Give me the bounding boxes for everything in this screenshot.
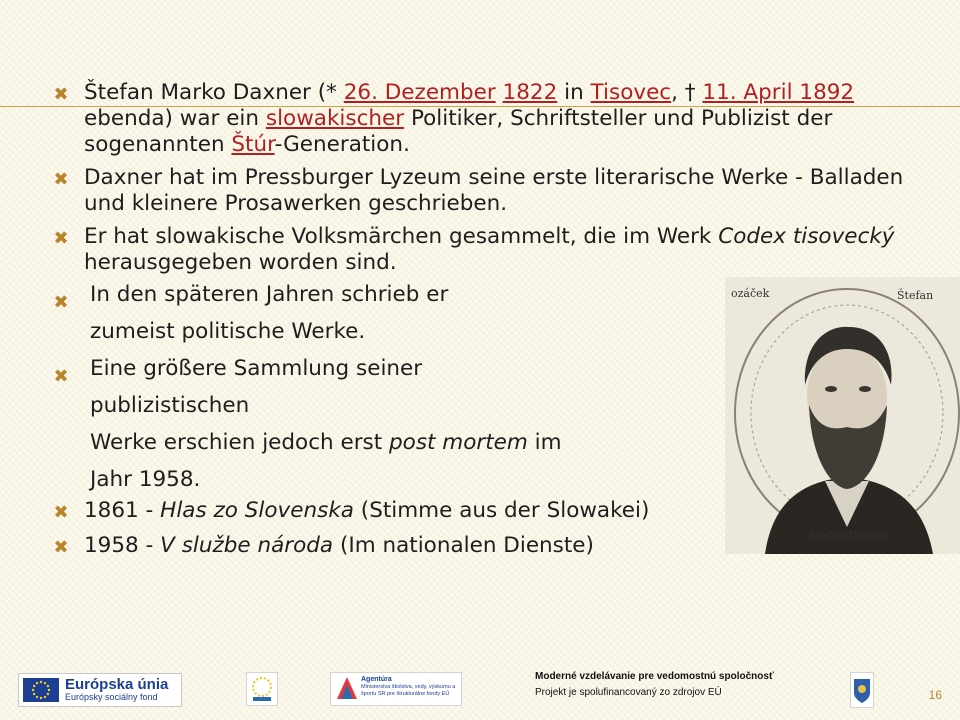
portrait-drawing (725, 277, 960, 554)
post-mortem-term: post mortem (389, 430, 528, 455)
page-number: 16 (928, 688, 942, 702)
bullet-marker-icon: ✖ (53, 366, 69, 387)
work-title: V službe národa (160, 533, 334, 558)
bullet-text: Daxner hat im Pressburger Lyzeum seine erste literarische Werke - Balladen und kleinere Prosawerken geschrieben. (84, 165, 904, 216)
link-stur[interactable]: Štúr (231, 132, 275, 157)
bullet-year: 1958 - (84, 533, 161, 558)
bullet-marker-icon: ✖ (53, 502, 69, 523)
agency-text-block (361, 676, 459, 697)
bullet-text: Jahr 1958. (90, 467, 201, 492)
bullet-marker-icon: ✖ (53, 169, 69, 190)
bullet-marker-icon: ✖ (53, 292, 69, 313)
portrait-top-left-text: ozáček (731, 287, 770, 300)
biography-text: in (557, 80, 591, 105)
esf-stars-icon (247, 673, 277, 705)
portrait-caption: Štefan Daxner. (809, 529, 892, 542)
bullet-text: (Im nationalen Dienste) (333, 533, 594, 558)
bullet-text-part: Werke erschien jedoch erst (90, 430, 390, 455)
work-title: Codex tisovecký (718, 224, 895, 249)
bullet-text (84, 424, 724, 461)
bullet-political-works (48, 276, 724, 350)
biography-text: , † (671, 80, 703, 105)
bullet-text: Er hat slowakische Volksmärchen gesammelt, die im Werk (84, 224, 719, 249)
bullet-text: publizistischen (90, 393, 250, 418)
link-birth-date[interactable]: 26. Dezember (343, 80, 496, 105)
agency-emblem-icon (333, 673, 361, 705)
link-birthplace[interactable]: Tisovec (590, 80, 672, 105)
portrait-top-right-text: Štefan (897, 289, 934, 302)
footer (0, 657, 960, 720)
bullet-lyceum (48, 165, 908, 217)
bullet-text: In den späteren Jahren schrieb er (90, 282, 449, 307)
link-death-date[interactable]: 11. April 1892 (702, 80, 855, 105)
project-title: Moderné vzdelávanie pre vedomostnú spoločnosť (535, 671, 774, 682)
eu-stars-icon (23, 678, 59, 702)
bullet-marker-icon: ✖ (53, 537, 69, 558)
biography-text: -Generation. (274, 132, 410, 157)
bullet-year: 1861 - (84, 498, 161, 523)
project-subtitle: Projekt je spolufinancovaný zo zdrojov EÚ (535, 687, 722, 698)
eu-title: Európska únia (65, 676, 169, 693)
esf-logo-icon (246, 672, 278, 706)
bullet-text: Eine größere Sammlung seiner (90, 356, 423, 381)
agency-logo (330, 672, 462, 706)
bullet-folk-tales (48, 224, 908, 276)
portrait-image (725, 277, 960, 554)
bullet-marker-icon: ✖ (53, 84, 69, 105)
biography-text: ebenda) war ein (84, 106, 266, 131)
agency-text: Ministerstva školstva, vedy, výskumu a športu SR pre štrukturálne fondy EÚ (361, 684, 456, 697)
eu-logo (18, 673, 182, 707)
portrait-eye-left (825, 386, 837, 392)
crest-logo-icon (850, 672, 874, 708)
person-name: Štefan Marko Daxner (84, 80, 311, 105)
bullet-text: (Stimme aus der Slowakei) (353, 498, 650, 523)
biography-text: (* (310, 80, 344, 105)
eu-subtitle: Európsky sociálny fond (65, 692, 158, 702)
work-title: Hlas zo Slovenska (160, 498, 354, 523)
link-nationality[interactable]: slowakischer (265, 106, 405, 131)
biography-text (496, 80, 503, 105)
portrait-eye-right (859, 386, 871, 392)
bullet-marker-icon: ✖ (53, 228, 69, 249)
bullet-text-part: im (527, 430, 562, 455)
bullet-collection (48, 350, 724, 498)
bullet-biography (48, 80, 908, 158)
crest-shape-icon (851, 673, 873, 707)
agency-title: Agentúra (361, 676, 392, 683)
bullet-text: zumeist politische Werke. (90, 319, 366, 344)
bullet-text: herausgegeben worden sind. (84, 250, 397, 275)
biography-text: Politiker, Schriftsteller und Publizist der sogenannten (84, 106, 833, 157)
link-birth-year[interactable]: 1822 (502, 80, 558, 105)
